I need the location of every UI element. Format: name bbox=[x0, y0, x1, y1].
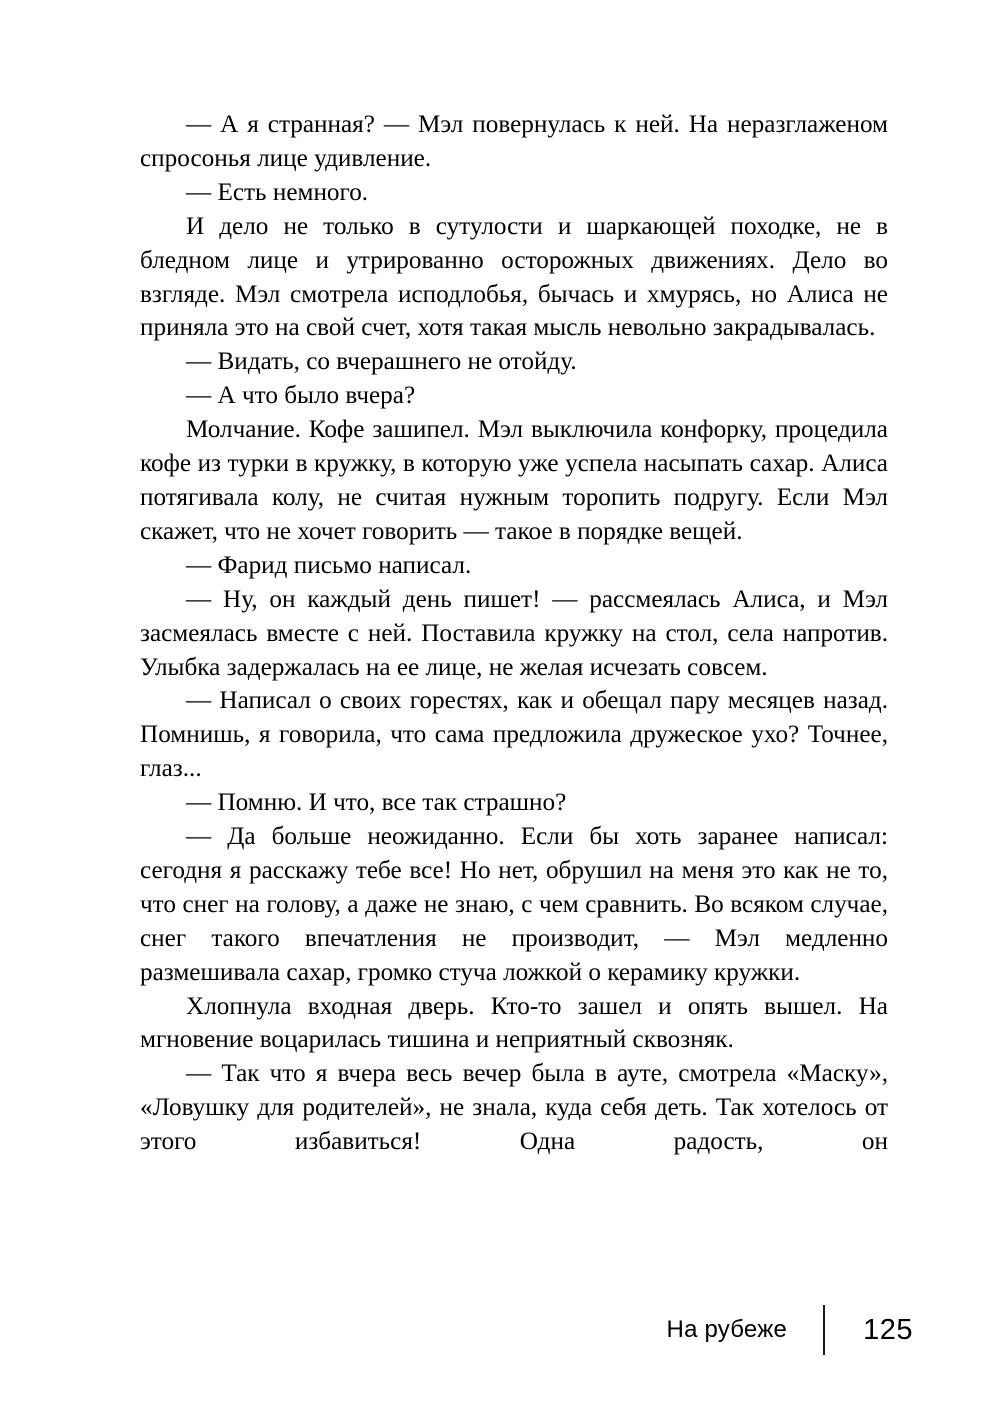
paragraph: — Есть немного. bbox=[186, 178, 369, 206]
footer-inner bbox=[667, 1300, 913, 1360]
paragraph: — Помню. И что, все так страшно? bbox=[186, 789, 567, 817]
running-title: На рубеже bbox=[666, 1316, 787, 1343]
paragraph: — Написал о своих горестях, как и обещал пару месяцев назад. Помнишь, я говорила, что сама предложила дружеское ухо? Точнее, глаз... bbox=[140, 687, 888, 783]
paragraph: — А что было вчера? bbox=[186, 382, 416, 410]
paragraph: — А я странная? — Мэл повернулась к ней. На неразглаженом спросонья лице удивление. bbox=[140, 111, 888, 172]
paragraph: — Фарид письмо написал. bbox=[186, 551, 472, 579]
paragraph: — Так что я вчера весь вечер была в ауте, смотрела «Маску», «Ловушку для родителей», не знала, куда себя деть. Так хотелось от этого избавиться! Одна радость, он bbox=[140, 1060, 888, 1156]
page-footer bbox=[0, 1300, 1005, 1366]
paragraph: — Ну, он каждый день пишет! — рассмеялась Алиса, и Мэл засмеялась вместе с ней. Поставила кружку на стол, села напротив. Улыбка задержалась на ее лице, не желая исчезать совсем. bbox=[140, 585, 888, 681]
footer-divider bbox=[823, 1305, 825, 1355]
paragraph: — Да больше неожиданно. Если бы хоть заранее написал: сегодня я расскажу тебе все! Но нет, обрушил на меня это как не то, что снег на голову, а даже не знаю, с чем сравнить. Во всяком случае, снег такого впечатления не производит, — Мэл медленно размешивала сахар, громко стуча ложкой о керамику кружки. bbox=[140, 823, 888, 986]
page-number: 125 bbox=[863, 1313, 913, 1346]
paragraph: Хлопнула входная дверь. Кто-то зашел и опять вышел. На мгновение воцарилась тишина и неприятный сквозняк. bbox=[140, 992, 888, 1054]
paragraph: — Видать, со вчерашнего не отойду. bbox=[186, 348, 577, 376]
paragraph: Молчание. Кофе зашипел. Мэл выключила конфорку, процедила кофе из турки в кружку, в которую уже успела насыпать сахар. Алиса потягивала колу, не считая нужным торопить подругу. Если Мэл скажет, что не хочет говорить — такое в порядке вещей. bbox=[140, 416, 888, 545]
page-text-body bbox=[140, 108, 888, 1193]
paragraph: И дело не только в сутулости и шаркающей походке, не в бледном лице и утрированно осторожных движениях. Дело во взгляде. Мэл смотрела исподлобья, бычась и хмурясь, но Алиса не приняла это на свой счет, хотя такая мысль невольно закрадывалась. bbox=[140, 212, 888, 342]
